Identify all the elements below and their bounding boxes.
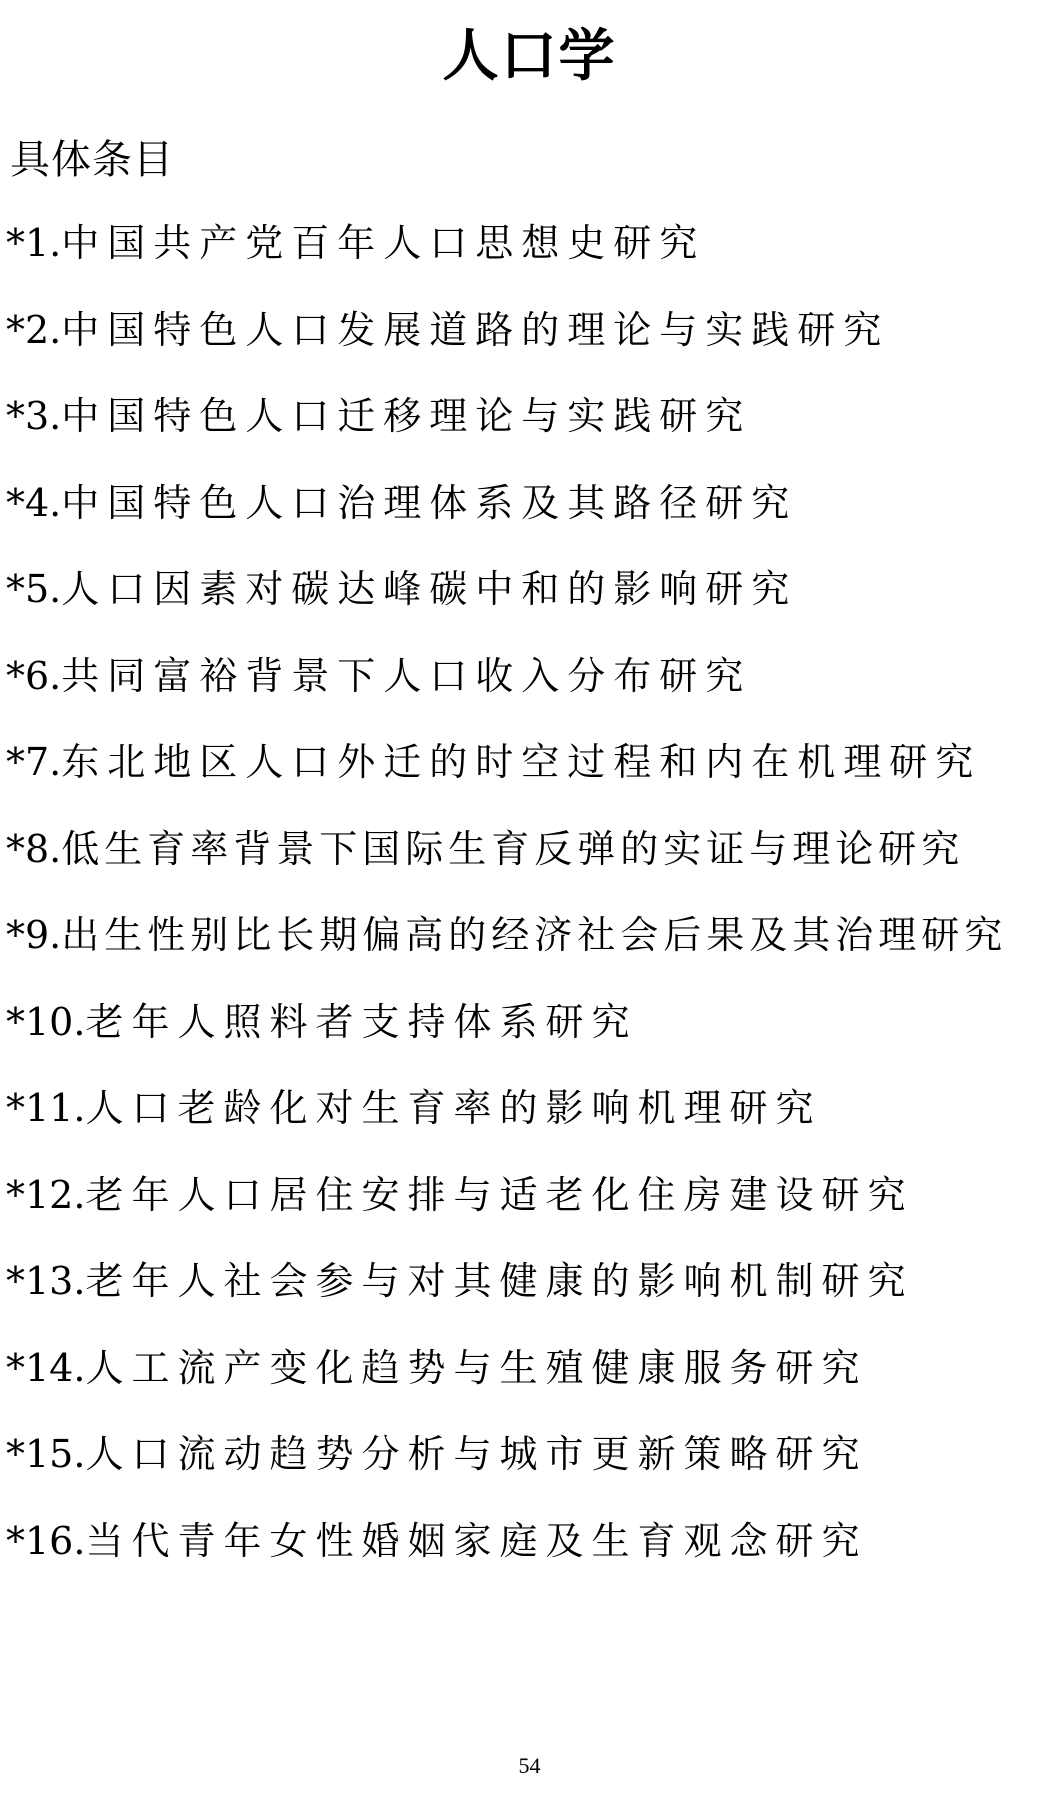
topic-list: [6, 216, 1051, 1600]
topic-item-5: [6, 562, 1051, 649]
topic-text: 东北地区人口外迁的时空过程和内在机理研究: [61, 740, 982, 784]
topic-text: 老年人社会参与对其健康的影响机制研究: [85, 1259, 914, 1303]
topic-item-16: [6, 1514, 1051, 1601]
topic-item-11: [6, 1081, 1051, 1168]
topic-number: *11.: [6, 1086, 86, 1130]
topic-number: *13.: [6, 1259, 86, 1303]
topic-item-15: [6, 1427, 1051, 1514]
topic-item-14: [6, 1341, 1051, 1428]
page-number: 54: [518, 1753, 541, 1778]
topic-item-8: [6, 822, 1051, 909]
topic-item-4: [6, 476, 1051, 563]
topic-number: *5.: [6, 567, 62, 611]
topic-number: *6.: [6, 653, 62, 698]
topic-number: *7.: [6, 740, 62, 784]
topic-text: 共同富裕背景下人口收入分布研究: [61, 653, 752, 698]
topic-number: *12.: [6, 1172, 86, 1217]
topic-item-7: [6, 735, 1051, 822]
topic-text: 当代青年女性婚姻家庭及生育观念研究: [85, 1518, 868, 1563]
topic-number: *16.: [6, 1518, 86, 1563]
topic-text: 人口老龄化对生育率的影响机理研究: [85, 1086, 822, 1130]
topic-number: *4.: [6, 480, 62, 525]
topic-text: 老年人照料者支持体系研究: [85, 999, 638, 1044]
topic-item-3: [6, 389, 1051, 476]
section-heading: 具体条目: [10, 137, 174, 183]
topic-number: *14.: [6, 1345, 86, 1390]
topic-number: *10.: [6, 999, 86, 1044]
topic-item-9: [6, 908, 1051, 995]
topic-number: *3.: [6, 394, 62, 438]
topic-number: *2.: [6, 307, 62, 352]
topic-text: 人工流产变化趋势与生殖健康服务研究: [85, 1345, 868, 1390]
page-title: 人口学: [442, 24, 617, 89]
topic-item-2: [6, 303, 1051, 390]
topic-number: *15.: [6, 1432, 86, 1476]
topic-text: 老年人口居住安排与适老化住房建设研究: [85, 1172, 914, 1217]
topic-text: 中国共产党百年人口思想史研究: [61, 221, 706, 265]
topic-item-12: [6, 1168, 1051, 1255]
topic-text: 出生性别比长期偏高的经济社会后果及其治理研究: [61, 913, 1008, 957]
topic-item-13: [6, 1254, 1051, 1341]
topic-text: 人口因素对碳达峰碳中和的影响研究: [61, 567, 798, 611]
topic-text: 中国特色人口迁移理论与实践研究: [61, 394, 752, 438]
topic-text: 人口流动趋势分析与城市更新策略研究: [85, 1432, 868, 1476]
topic-number: *9.: [6, 913, 62, 957]
topic-number: *1.: [6, 221, 62, 265]
topic-item-6: [6, 649, 1051, 736]
topic-text: 中国特色人口治理体系及其路径研究: [61, 480, 798, 525]
topic-item-10: [6, 995, 1051, 1082]
topic-text: 低生育率背景下国际生育反弹的实证与理论研究: [61, 826, 965, 871]
topic-number: *8.: [6, 826, 62, 871]
topic-item-1: [6, 216, 1051, 303]
topic-text: 中国特色人口发展道路的理论与实践研究: [61, 307, 890, 352]
